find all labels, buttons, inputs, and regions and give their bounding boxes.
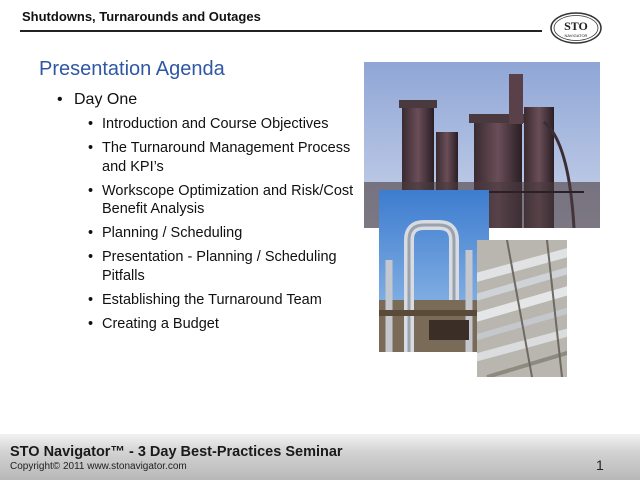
agenda-item: • Creating a Budget bbox=[57, 315, 377, 334]
logo-text: STO bbox=[564, 19, 588, 33]
logo-subtext: NAVIGATOR bbox=[564, 33, 588, 38]
agenda-item: • Introduction and Course Objectives bbox=[57, 115, 377, 134]
header-rule bbox=[20, 30, 542, 32]
agenda-item: • Planning / Scheduling bbox=[57, 224, 377, 243]
agenda-item: • Presentation - Planning / Scheduling Pitfalls bbox=[57, 248, 377, 285]
agenda-item: • Workscope Optimization and Risk/Cost Benefit Analysis bbox=[57, 182, 377, 219]
sto-navigator-logo bbox=[550, 12, 602, 44]
agenda-items bbox=[57, 115, 377, 333]
agenda-day: • Day One bbox=[57, 91, 377, 109]
pipe-rack-photo bbox=[477, 240, 567, 377]
agenda-list bbox=[57, 91, 377, 339]
agenda-item: • Establishing the Turnaround Team bbox=[57, 291, 377, 310]
pipe-loops-photo bbox=[379, 190, 489, 352]
header-title: Shutdowns, Turnarounds and Outages bbox=[22, 9, 261, 24]
footer-copyright: Copyright© 2011 www.stonavigator.com bbox=[10, 461, 187, 472]
agenda-item: • The Turnaround Management Process and KPI’s bbox=[57, 139, 377, 176]
slide-title: Presentation Agenda bbox=[39, 58, 225, 80]
footer-title: STO Navigator™ - 3 Day Best-Practices Seminar bbox=[10, 444, 343, 460]
page-number: 1 bbox=[596, 457, 604, 473]
